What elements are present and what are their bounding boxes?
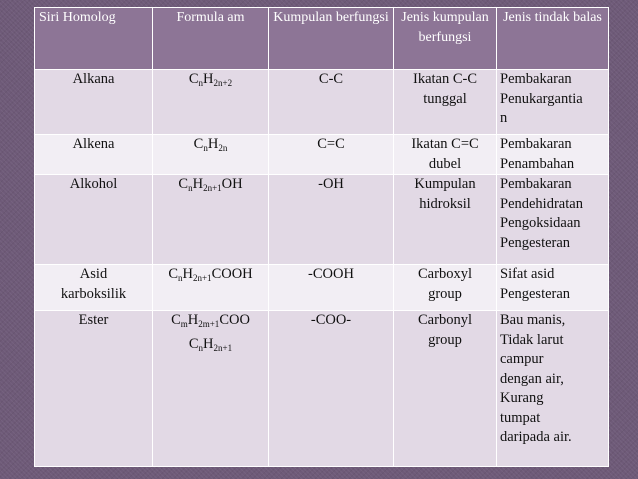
formula-line [155, 265, 266, 289]
cell-formula-am [153, 265, 269, 311]
cell-formula-am [153, 135, 269, 175]
cell-jenis-tindak-balas-line: Pembakaran [500, 136, 572, 152]
cell-siri-homolog-line: Alkohol [69, 176, 118, 192]
formula-symbol: H [182, 266, 193, 282]
cell-jenis-tindak-balas-line: Sifat asid [500, 266, 555, 282]
cell-siri-homolog-line: Asid [79, 266, 108, 282]
cell-siri-homolog [35, 70, 153, 135]
formula-line [155, 335, 266, 359]
cell-kumpulan-berfungsi [269, 265, 394, 311]
cell-jenis-kumpulan-line: group [428, 285, 462, 302]
cell-jenis-tindak-balas-line: Bau manis, [500, 312, 566, 328]
cell-siri-homolog [35, 311, 153, 467]
formula-symbol: H [203, 335, 214, 352]
cell-jenis-tindak-balas-line: Penukargantia [500, 90, 583, 107]
cell-jenis-kumpulan-line: Kumpulan [414, 176, 476, 192]
cell-jenis-tindak-balas [497, 135, 609, 175]
formula-subscript: 2n [218, 143, 228, 153]
cell-jenis-kumpulan-line: tunggal [423, 90, 467, 107]
cell-jenis-kumpulan [394, 135, 497, 175]
cell-jenis-kumpulan-line: hidroksil [419, 195, 471, 212]
table-row [35, 265, 609, 311]
formula-symbol: COO [219, 312, 250, 328]
formula-subscript: n [198, 78, 204, 88]
formula-symbol: H [192, 176, 204, 192]
formula-subscript: 2n+1 [213, 342, 233, 353]
cell-jenis-tindak-balas [497, 311, 609, 467]
cell-jenis-kumpulan [394, 70, 497, 135]
cell-kumpulan-berfungsi-line: -OH [318, 176, 344, 192]
cell-jenis-tindak-balas-line: daripada air. [500, 429, 572, 445]
header-siri-homolog: Siri Homolog [35, 8, 153, 70]
cell-jenis-tindak-balas-line: Pembakaran [500, 71, 572, 87]
header-jenis-kumpulan-berfungsi: Jenis kumpulan berfungsi [394, 8, 497, 70]
cell-kumpulan-berfungsi [269, 311, 394, 467]
formula-symbol: COOH [211, 266, 253, 282]
formula-line [155, 311, 266, 335]
formula-symbol: OH [221, 176, 243, 192]
formula-line [155, 70, 266, 94]
cell-kumpulan-berfungsi-line: C-C [318, 71, 344, 87]
cell-siri-homolog-line: Alkena [72, 136, 115, 152]
formula-subscript: n [203, 143, 208, 153]
homologous-series-table-container [34, 7, 608, 462]
header-row [35, 8, 609, 70]
cell-siri-homolog [35, 135, 153, 175]
cell-jenis-kumpulan-line: Carboxyl [418, 266, 472, 282]
cell-jenis-tindak-balas-line: Pendehidratan [500, 195, 583, 212]
cell-jenis-tindak-balas-line: Kurang [500, 390, 544, 406]
formula-subscript: 2n+1 [203, 183, 222, 193]
formula-subscript: n [198, 342, 204, 353]
cell-jenis-tindak-balas [497, 175, 609, 265]
formula-line [155, 135, 266, 159]
formula-symbol: C [193, 136, 204, 152]
header-formula-am: Formula am [153, 8, 269, 70]
formula-subscript: 2m+1 [198, 319, 220, 329]
formula-symbol: H [207, 136, 219, 152]
cell-jenis-tindak-balas-line: Pembakaran [500, 176, 572, 192]
cell-jenis-kumpulan-line: group [428, 331, 462, 348]
table-row [35, 135, 609, 175]
cell-siri-homolog [35, 265, 153, 311]
cell-jenis-tindak-balas-line: tumpat [500, 409, 541, 426]
cell-formula-am [153, 311, 269, 467]
cell-kumpulan-berfungsi [269, 175, 394, 265]
cell-siri-homolog-line: karboksilik [60, 285, 127, 302]
cell-siri-homolog [35, 175, 153, 265]
formula-subscript: 2n+1 [192, 273, 212, 283]
formula-symbol: C [178, 176, 189, 192]
cell-siri-homolog-line: Ester [78, 312, 109, 328]
formula-symbol: H [187, 312, 199, 328]
formula-subscript: 2n+2 [213, 78, 233, 88]
cell-jenis-tindak-balas-line: Penambahan [500, 155, 575, 172]
cell-jenis-tindak-balas-line: n [500, 110, 508, 126]
formula-subscript: m [180, 319, 188, 329]
homologous-series-table [34, 7, 609, 467]
table-row [35, 70, 609, 135]
cell-jenis-kumpulan [394, 175, 497, 265]
cell-jenis-kumpulan [394, 311, 497, 467]
cell-siri-homolog-line: Alkana [72, 71, 115, 87]
cell-jenis-tindak-balas [497, 265, 609, 311]
cell-jenis-kumpulan [394, 265, 497, 311]
cell-jenis-tindak-balas-line: Pengesteran [500, 234, 571, 251]
cell-jenis-tindak-balas [497, 70, 609, 135]
cell-kumpulan-berfungsi-line: -COOH [308, 266, 354, 282]
cell-jenis-tindak-balas-line: Pengesteran [500, 285, 571, 302]
cell-jenis-kumpulan-line: Ikatan C=C [411, 136, 479, 152]
cell-formula-am [153, 175, 269, 265]
formula-subscript: n [188, 183, 193, 193]
cell-kumpulan-berfungsi [269, 135, 394, 175]
formula-symbol: C [188, 71, 199, 87]
formula-symbol: H [203, 71, 214, 87]
formula-symbol: C [171, 312, 181, 328]
table-row [35, 175, 609, 265]
formula-symbol: C [168, 266, 178, 282]
cell-jenis-tindak-balas-line: Tidak larut [500, 331, 564, 348]
cell-kumpulan-berfungsi-line: C=C [317, 136, 345, 152]
formula-line [155, 175, 266, 199]
header-kumpulan-berfungsi: Kumpulan berfungsi [269, 8, 394, 70]
cell-formula-am [153, 70, 269, 135]
cell-jenis-tindak-balas-line: Pengoksidaan [500, 215, 581, 231]
cell-kumpulan-berfungsi-line: -COO- [310, 312, 352, 328]
formula-subscript: n [178, 273, 183, 283]
table-body [35, 70, 609, 467]
cell-jenis-tindak-balas-line: campur [500, 351, 544, 367]
formula-symbol: C [188, 335, 199, 352]
cell-jenis-kumpulan-line: Ikatan C-C [412, 71, 478, 87]
cell-jenis-kumpulan-line: Carbonyl [418, 312, 472, 328]
cell-jenis-kumpulan-line: dubel [428, 155, 462, 172]
table-row [35, 311, 609, 467]
cell-kumpulan-berfungsi [269, 70, 394, 135]
cell-jenis-tindak-balas-line: dengan air, [500, 370, 564, 387]
header-jenis-tindak-balas: Jenis tindak balas [497, 8, 609, 70]
